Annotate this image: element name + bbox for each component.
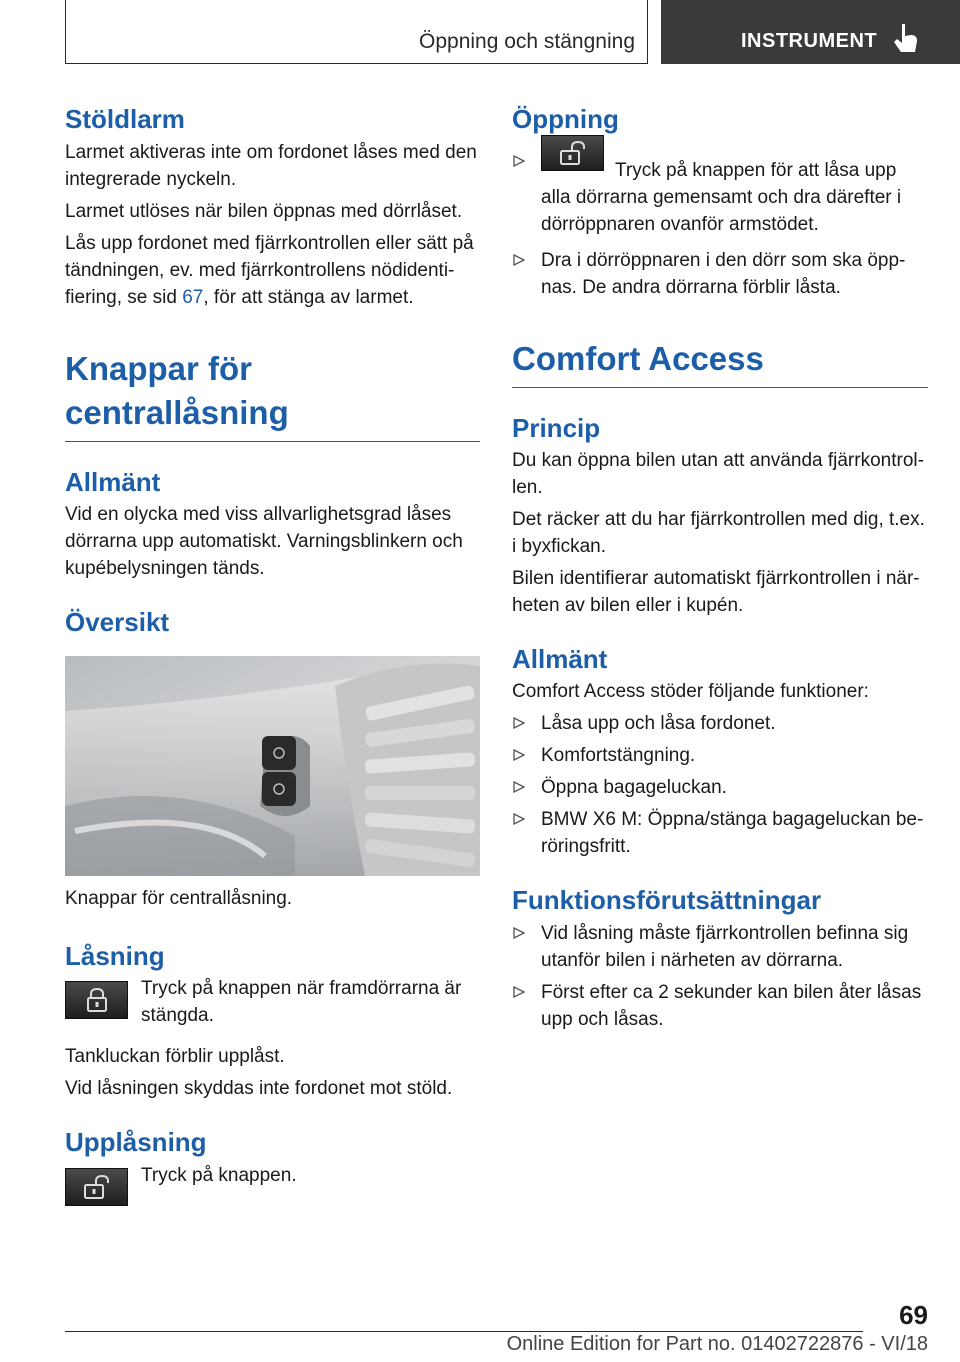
lock-open-icon <box>82 1174 112 1200</box>
pointing-hand-icon <box>891 22 921 56</box>
stoldlarm-paragraph-3 <box>65 230 480 311</box>
list-item <box>512 774 928 801</box>
allmant-item-text: BMW X6 M: Öppna/stänga bagageluckan be-röringsfritt. <box>541 809 924 857</box>
list-item <box>512 710 928 737</box>
lock-button-row <box>65 978 480 1029</box>
princip-paragraph-3: Bilen identifierar automatiskt fjärrkontrollen i när-heten av bilen eller i kupén. <box>512 568 920 616</box>
allmant-item-text: Öppna bagageluckan. <box>541 777 727 798</box>
footer-divider <box>65 1331 863 1332</box>
right-column <box>512 100 928 1033</box>
header-section-title: Öppning och stängning <box>419 30 635 53</box>
triangle-bullet-icon <box>513 781 525 793</box>
allmant-list <box>512 710 928 860</box>
heading-allmant-right: Allmänt <box>512 644 608 674</box>
unlock-button-image <box>65 1168 128 1206</box>
header-section-box <box>65 0 648 64</box>
forut-list <box>512 920 928 1033</box>
door-buttons-photo <box>65 656 480 876</box>
triangle-bullet-icon <box>513 254 525 266</box>
heading-upplasning: Upplåsning <box>65 1127 207 1157</box>
heading-knappar-centrallasning: Knappar för centrallåsning <box>65 347 480 442</box>
left-column <box>65 100 480 1206</box>
lasning-paragraph-2: Vid låsningen skyddas inte fordonet mot stöld. <box>65 1078 453 1099</box>
oppning-item-2-text: Dra i dörröppnaren i den dörr som ska öpp-nas. De andra dörrarna förblir låsta. <box>541 250 906 298</box>
list-item <box>512 979 928 1033</box>
list-item <box>512 247 928 301</box>
heading-princip: Princip <box>512 413 601 443</box>
heading-comfort-access: Comfort Access <box>512 337 928 388</box>
stoldlarm-text-a: Lås upp fordonet med fjärrkontrollen eller sätt på tändningen, ev. med fjärrkontrollens nödidenti-fiering, se sid <box>65 233 474 308</box>
lock-open-icon <box>558 140 588 166</box>
list-item <box>512 742 928 769</box>
footer-edition: Online Edition for Part no. 01402722876 - VI/18 <box>506 1333 928 1355</box>
lock-button-image <box>65 981 128 1019</box>
allmant-left-paragraph: Vid en olycka med viss allvarlighetsgrad låses dörrarna upp automatiskt. Varningsblinkern och kupébelysningen tänds. <box>65 504 463 579</box>
triangle-bullet-icon <box>513 749 525 761</box>
triangle-bullet-icon <box>513 986 525 998</box>
forut-item-text: Först efter ca 2 sekunder kan bilen åter låsas upp och låsas. <box>541 982 922 1030</box>
forut-item-text: Vid låsning måste fjärrkontrollen befinna sig utanför bilen i närheten av dörrarna. <box>541 923 909 971</box>
heading-allmant-left: Allmänt <box>65 467 161 497</box>
oppning-item-1-text: Tryck på knappen för att låsa upp alla dörrarna gemensamt och dra därefter i dörröppnaren ovanför armstödet. <box>541 160 902 235</box>
lock-closed-icon <box>85 987 109 1013</box>
stoldlarm-paragraph-1: Larmet aktiveras inte om fordonet låses med den integrerade nyckeln. <box>65 142 477 190</box>
princip-paragraph-2: Det räcker att du har fjärrkontrollen med dig, t.ex. i byxfickan. <box>512 509 925 557</box>
page-ref-link[interactable]: 67 <box>182 287 204 308</box>
page-number: 69 <box>899 1300 928 1330</box>
heading-oversikt: Översikt <box>65 607 170 637</box>
oppning-list <box>512 135 928 301</box>
photo-caption: Knappar för centrallåsning. <box>65 888 293 909</box>
heading-funktionsforutsattningar: Funktionsförutsättningar <box>512 885 822 915</box>
header-chapter-title: INSTRUMENT <box>741 30 878 52</box>
upplasning-button-text: Tryck på knappen. <box>141 1165 297 1186</box>
stoldlarm-paragraph-2: Larmet utlöses när bilen öppnas med dörrlåset. <box>65 201 463 222</box>
allmant-right-paragraph: Comfort Access stöder följande funktioner: <box>512 681 869 702</box>
list-item <box>512 806 928 860</box>
list-item <box>512 135 928 238</box>
princip-paragraph-1: Du kan öppna bilen utan att använda fjärrkontrol-len. <box>512 450 924 498</box>
heading-stoldlarm: Stöldlarm <box>65 104 185 134</box>
list-item <box>512 920 928 974</box>
triangle-bullet-icon <box>513 717 525 729</box>
unlock-button-row <box>65 1165 480 1206</box>
heading-oppning: Öppning <box>512 104 619 134</box>
unlock-button-inline-image <box>541 135 604 171</box>
triangle-bullet-icon <box>513 155 525 167</box>
allmant-item-text: Komfortstängning. <box>541 745 696 766</box>
lasning-button-text: Tryck på knappen när framdörrarna är stängda. <box>141 978 462 1026</box>
triangle-bullet-icon <box>513 927 525 939</box>
stoldlarm-text-b: , för att stänga av larmet. <box>203 287 414 308</box>
triangle-bullet-icon <box>513 813 525 825</box>
header-chapter-box <box>661 0 960 64</box>
allmant-item-text: Låsa upp och låsa fordonet. <box>541 713 776 734</box>
lasning-paragraph-1: Tankluckan förblir upplåst. <box>65 1046 285 1067</box>
heading-lasning: Låsning <box>65 941 165 971</box>
